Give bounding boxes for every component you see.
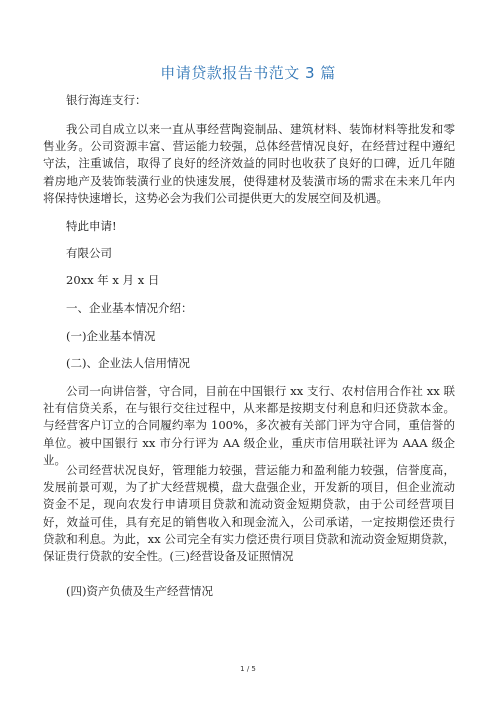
salutation: 银行海连支行：	[66, 93, 147, 107]
closing-line: 特此申请!	[66, 219, 117, 233]
paragraph-intro: 我公司自成立以来一直从事经营陶瓷制品、建筑材料、装饰材料等批发和零售业务。公司资源丰富、营运能力较强，总体经营情况良好，在经营过程中遵纪守法，注重诚信，取得了良好的经济效益的同时也收获了良好的口碑，近几年随着房地产及装饰装潢行业的快速发展，使得建材及装潢市场的需求在未来几年内将保持快速增长，这势必会为我们公司提供更大的发展空间及机遇。	[43, 122, 455, 205]
document-title: 申请贷款报告书范文 3 篇	[160, 64, 336, 82]
date-line: 20xx 年 x 月 x 日	[66, 273, 160, 287]
section-heading: 一、企业基本情况介绍：	[66, 301, 193, 315]
subsection-heading: (四)资产负债及生产经营情况	[66, 584, 213, 598]
subsection-heading: (一)企业基本情况	[66, 329, 156, 343]
page-indicator: 1 / 5	[240, 665, 256, 673]
paragraph-operations: 公司经营状况良好，管理能力较强，营运能力和盈利能力较强，信誉度高，发展前景可观，为了扩大经营规模，盘大盘强企业，开发新的项目，但企业流动资金不足，现向农发行申请项目贷款和流动资金短期贷款，由于公司经营项目好，效益可佳，具有充足的销售收入和现金流入，公司承诺，一定按期偿还贵行贷款和利息。为此，xx 公司完全有实力偿还贵行项目贷款和流动资金短期贷款，保证贵行贷款的安全性。(三)经营设备及证照情况	[43, 463, 455, 564]
paragraph-credit: 公司一向讲信誉，守合同，目前在中国银行 xx 支行、农村信用合作社 xx 联社有信贷关系，在与银行交往过程中，从来都是按期支付利息和归还贷款本金。与经营客户订立的合同履约率为 100%，多次被有关部门评为守合同，重信誉的单位。被中国银行 xx 市分行评为 AA 级企业，重庆市信用联社评为 AAA 级企业。	[43, 384, 455, 467]
company-signature: 有限公司	[66, 246, 112, 260]
subsection-heading: (二)、企业法人信用情况	[66, 356, 190, 370]
